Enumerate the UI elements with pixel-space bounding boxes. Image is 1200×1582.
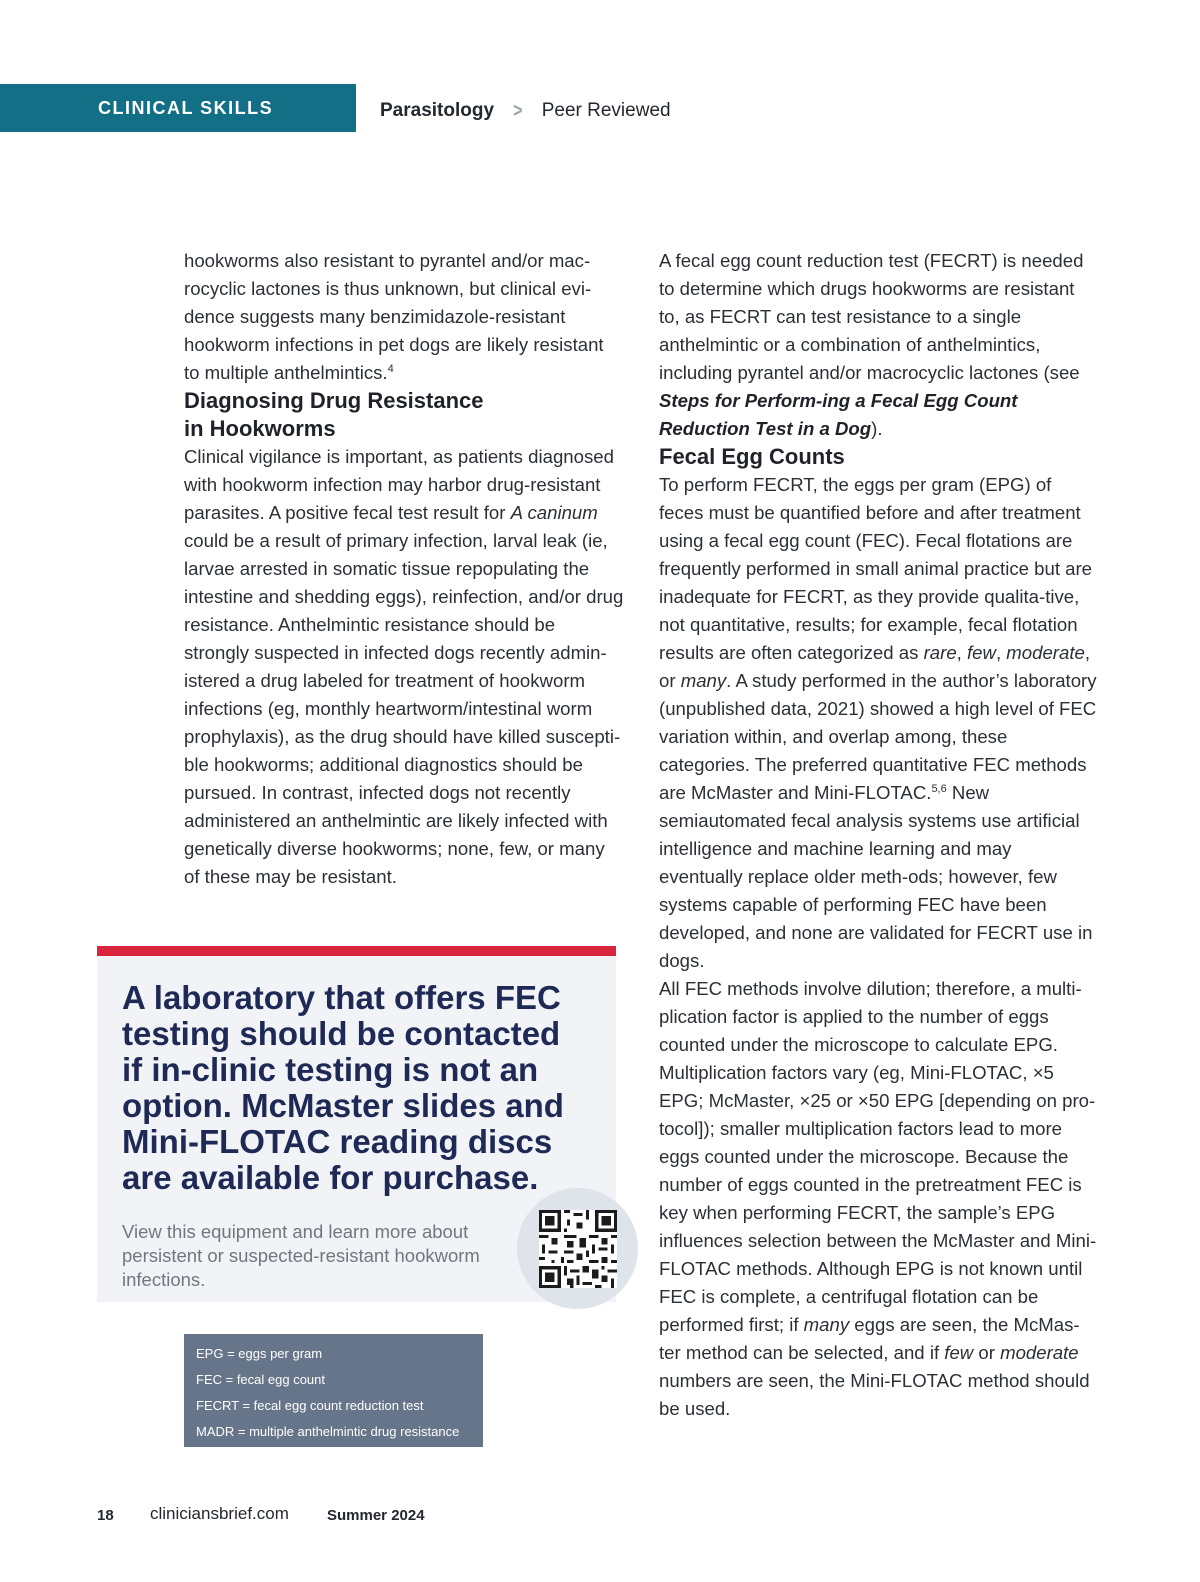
abbreviation-item: MADR = multiple anthelmintic drug resistance (196, 1424, 460, 1439)
paragraph: A fecal egg count reduction test (FECRT) is needed to determine which drugs hookworms are resistant to, as FECRT can test resistance to a single anthelmintic or a combination of anthelmintics, including pyrantel and/or macrocyclic lactones (see Steps for Perform-ing a Fecal Egg Count Reduction Test in a Dog). (659, 250, 1084, 439)
callout-subtext: View this equipment and learn more about persistent or suspected-resistant hookworm infections. (122, 1221, 480, 1290)
abbreviation-item: FECRT = fecal egg count reduction test (196, 1398, 424, 1413)
paragraph: hookworms also resistant to pyrantel and/or mac-rocyclic lactones is thus unknown, but clinical evi-dence suggests many benzimidazole-resistant hookworm infections in pet dogs are likely resistant to multiple anthelmintics.$^4$ (184, 250, 604, 383)
sidebar-reference-link[interactable]: Steps for Perform-ing a Fecal Egg Count Reduction Test in a Dog (659, 390, 1018, 439)
right-column (659, 247, 1099, 1423)
paragraph: To perform FECRT, the eggs per gram (EPG) of feces must be quantified before and after treatment using a fecal egg count (FEC). Fecal flotations are frequently performed in small animal practice but are inadequate for FECRT, as they provide qualita-tive, not quantitative, results; for example, fecal flotation results are often categorized as rare, few, moderate, or many. A study performed in the author’s laboratory (unpublished data, 2021) showed a high level of FEC variation within, and overlap among, these categories. The preferred quantitative FEC methods are McMaster and Mini-FLOTAC.$^{5,6}$ New semiautomated fecal analysis systems use artificial intelligence and machine learning and may eventually replace older meth-ods; however, few systems capable of performing FEC have been developed, and none are validated for FECRT use in dogs. (659, 474, 1097, 971)
callout-headline: A laboratory that offers FEC testing should be contacted if in-clinic testing is not an option. McMaster slides and Mini-FLOTAC reading discs are available for purchase. (122, 979, 564, 1196)
left-column (184, 247, 624, 891)
reference-number: 4 (387, 362, 394, 375)
paragraph: Clinical vigilance is important, as patients diagnosed with hookworm infection may harbor drug-resistant parasites. A positive fecal test result for A caninum could be a result of primary infection, larval leak (ie, larvae arrested in somatic tissue repopulating the intestine and shedding eggs), reinfection, and/or drug resistance. Anthelmintic resistance should be strongly suspected in infected dogs recently admin-istered a drug labeled for treatment of hookworm infections (eg, monthly heartworm/intestinal worm prophylaxis), as the drug should have killed suscepti-ble hookworms; additional diagnostics should be pursued. In contrast, infected dogs not recently administered an anthelmintic are likely infected with genetically diverse hookworms; none, few, or many of these may be resistant. (184, 446, 624, 887)
abbreviations-box (184, 1334, 483, 1447)
site-url[interactable]: cliniciansbrief.com (150, 1504, 289, 1523)
qr-code-link[interactable] (517, 1188, 638, 1309)
section-banner (0, 84, 356, 132)
paragraph: All FEC methods involve dilution; therefore, a multi-plication factor is applied to the number of eggs counted under the microscope to calculate EPG. Multiplication factors vary (eg, Mini-FLOTAC, ×5 EPG; McMaster, ×25 or ×50 EPG [depending on pro-tocol]); smaller multiplication factors lead to more eggs counted under the microscope. Because the number of eggs counted in the pretreatment FEC is key when performing FECRT, the sample’s EPG influences selection between the McMaster and Mini-FLOTAC methods. Although EPG is not known until FEC is complete, a centrifugal flotation can be performed first; if many eggs are seen, the McMas-ter method can be selected, and if few or moderate numbers are seen, the Mini-FLOTAC method should be used. (659, 978, 1097, 1419)
section-heading: Fecal Egg Counts (659, 444, 845, 469)
abbreviation-item: EPG = eggs per gram (196, 1346, 323, 1361)
breadcrumb-type: Peer Reviewed (541, 100, 671, 121)
chevron-right-icon: > (513, 99, 523, 122)
qr-code-icon (539, 1210, 617, 1288)
issue-label: Summer 2024 (327, 1507, 425, 1524)
section-heading: Diagnosing Drug Resistance in Hookworms (184, 388, 484, 441)
page-number: 18 (97, 1507, 114, 1524)
reference-number: 5,6 (931, 782, 947, 795)
breadcrumb-section[interactable]: Parasitology (380, 100, 495, 121)
breadcrumb (380, 96, 671, 126)
abbreviation-item: FEC = fecal egg count (196, 1372, 325, 1387)
section-label: CLINICAL SKILLS (98, 97, 274, 118)
